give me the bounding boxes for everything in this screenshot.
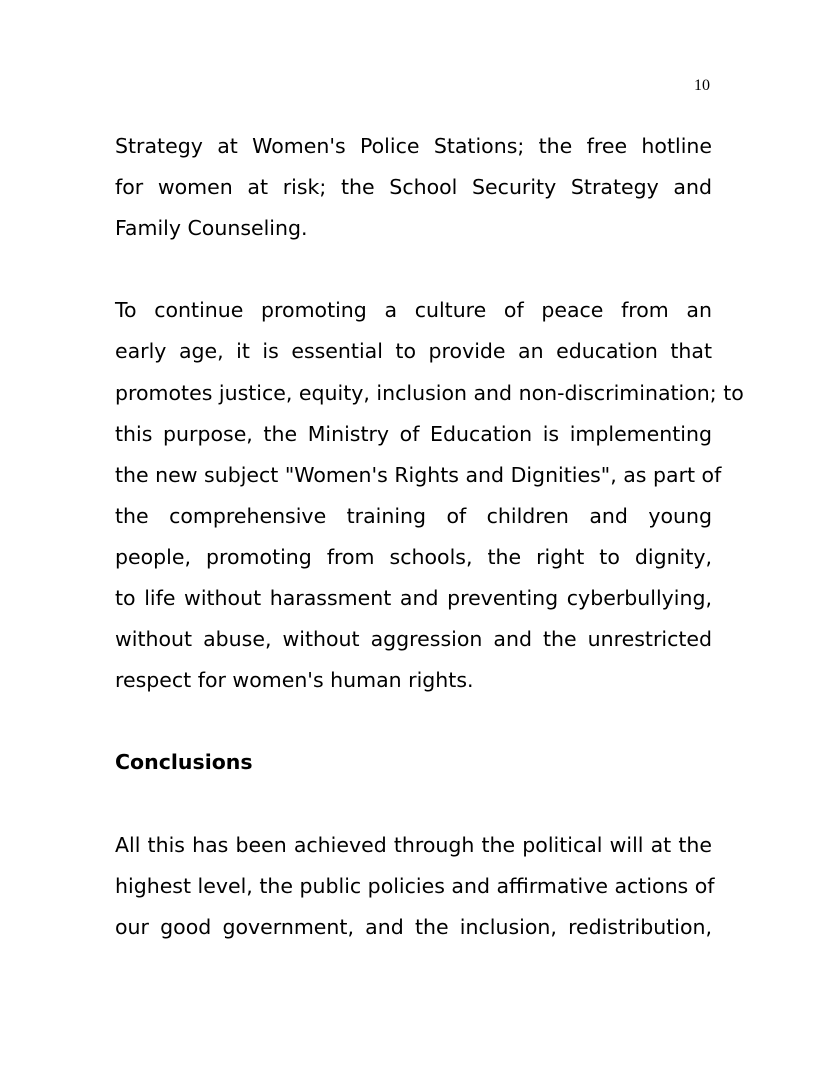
text-line: Strategy at Women's Police Stations; the free hotline bbox=[115, 134, 712, 158]
text-line: highest level, the public policies and affirmative actions of bbox=[115, 873, 715, 898]
text-line: people, promoting from schools, the right to dignity, bbox=[115, 544, 712, 569]
paragraph-spacer bbox=[115, 701, 712, 742]
paragraph-spacer bbox=[115, 249, 712, 290]
text-line: early age, it is essential to provide an education that bbox=[115, 339, 712, 364]
text-line: the new subject "Women's Rights and Dignities", as part of bbox=[115, 462, 722, 487]
text-line: All this has been achieved through the political will at the bbox=[115, 832, 712, 857]
text-line: for women at risk; the School Security Strategy and bbox=[115, 175, 712, 200]
paragraph-hotline-strategy bbox=[115, 126, 712, 249]
text-line: without abuse, without aggression and the unrestricted bbox=[115, 627, 712, 652]
text-line: the comprehensive training of children and young bbox=[115, 503, 712, 528]
text-line: this purpose, the Ministry of Education is implementing bbox=[115, 421, 712, 446]
document-body bbox=[115, 126, 744, 948]
text-line: To continue promoting a culture of peace from an bbox=[115, 298, 712, 323]
paragraph-spacer bbox=[115, 784, 712, 825]
paragraph-conclusions bbox=[115, 825, 715, 948]
text-line: respect for women's human rights. bbox=[115, 668, 474, 693]
text-line: Family Counseling. bbox=[115, 216, 308, 241]
section-heading-conclusions: Conclusions bbox=[115, 750, 253, 775]
text-line: to life without harassment and preventing cyberbullying, bbox=[115, 586, 712, 611]
paragraph-culture-of-peace bbox=[115, 290, 744, 701]
text-line: promotes justice, equity, inclusion and non-discrimination; to bbox=[115, 380, 744, 405]
text-line: our good government, and the inclusion, redistribution, bbox=[115, 914, 712, 939]
page-number: 10 bbox=[694, 77, 710, 94]
